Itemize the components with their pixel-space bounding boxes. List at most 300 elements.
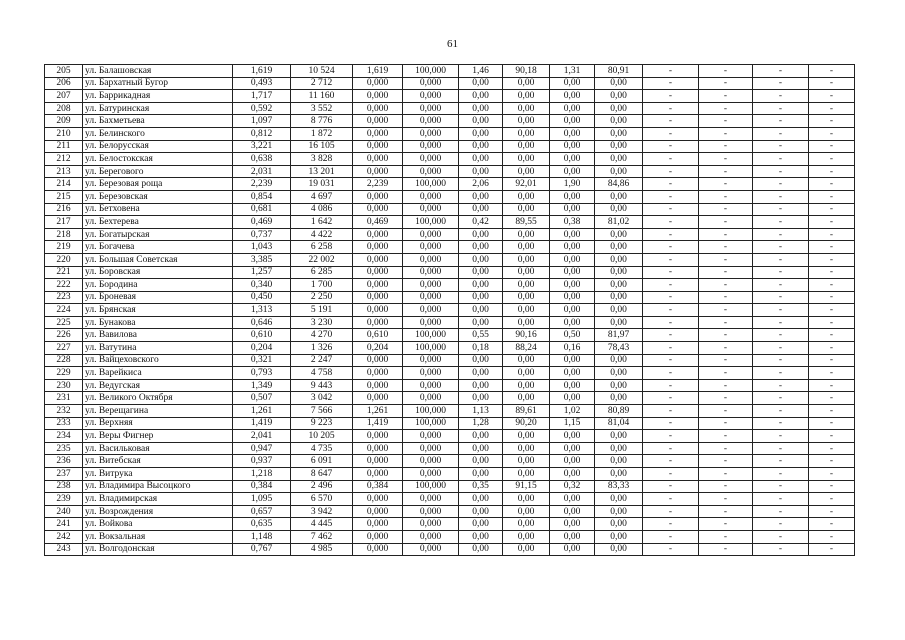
cell-dash-10: -	[699, 115, 753, 128]
cell-dash-11: -	[753, 417, 809, 430]
cell-value-5: 0,00	[459, 455, 503, 468]
cell-dash-9: -	[643, 329, 699, 342]
cell-value-7: 0,00	[550, 90, 595, 103]
cell-row-number: 221	[45, 266, 83, 279]
cell-value-3: 0,000	[353, 203, 403, 216]
cell-value-5: 0,00	[459, 115, 503, 128]
cell-value-5: 0,00	[459, 266, 503, 279]
cell-percent-4: 0,000	[403, 316, 459, 329]
cell-percent-4: 0,000	[403, 518, 459, 531]
cell-dash-10: -	[699, 65, 753, 78]
cell-length: 2,031	[233, 165, 291, 178]
cell-dash-10: -	[699, 279, 753, 292]
cell-percent-6: 0,00	[503, 153, 550, 166]
cell-dash-9: -	[643, 127, 699, 140]
cell-value-3: 0,000	[353, 77, 403, 90]
cell-value-5: 0,00	[459, 304, 503, 317]
cell-percent-8: 0,00	[595, 468, 643, 481]
cell-percent-4: 100,000	[403, 216, 459, 229]
cell-percent-8: 0,00	[595, 392, 643, 405]
cell-value-3: 0,000	[353, 430, 403, 443]
cell-dash-9: -	[643, 178, 699, 191]
cell-row-number: 232	[45, 405, 83, 418]
cell-value-2: 2 496	[291, 480, 353, 493]
table-body	[45, 65, 855, 556]
cell-dash-11: -	[753, 316, 809, 329]
cell-value-3: 0,000	[353, 530, 403, 543]
cell-row-number: 214	[45, 178, 83, 191]
cell-street-name: ул. Верещагина	[83, 405, 233, 418]
cell-percent-6: 0,00	[503, 468, 550, 481]
cell-percent-8: 0,00	[595, 505, 643, 518]
cell-dash-10: -	[699, 203, 753, 216]
cell-street-name: ул. Владимира Высоцкого	[83, 480, 233, 493]
cell-percent-8: 0,00	[595, 190, 643, 203]
cell-value-5: 0,00	[459, 253, 503, 266]
cell-dash-9: -	[643, 279, 699, 292]
cell-dash-9: -	[643, 90, 699, 103]
cell-value-5: 0,00	[459, 354, 503, 367]
cell-length: 0,469	[233, 216, 291, 229]
cell-percent-8: 0,00	[595, 543, 643, 556]
cell-dash-9: -	[643, 342, 699, 355]
cell-dash-12: -	[809, 165, 855, 178]
cell-value-2: 1 326	[291, 342, 353, 355]
cell-dash-12: -	[809, 518, 855, 531]
cell-street-name: ул. Вокзальная	[83, 530, 233, 543]
cell-row-number: 229	[45, 367, 83, 380]
cell-dash-12: -	[809, 153, 855, 166]
table-row	[45, 392, 855, 405]
cell-row-number: 240	[45, 505, 83, 518]
cell-dash-12: -	[809, 379, 855, 392]
cell-percent-4: 0,000	[403, 102, 459, 115]
cell-value-3: 0,000	[353, 165, 403, 178]
cell-value-2: 8 647	[291, 468, 353, 481]
cell-dash-11: -	[753, 115, 809, 128]
cell-dash-11: -	[753, 367, 809, 380]
cell-length: 1,419	[233, 417, 291, 430]
cell-percent-8: 0,00	[595, 430, 643, 443]
cell-dash-12: -	[809, 203, 855, 216]
cell-dash-11: -	[753, 329, 809, 342]
cell-dash-10: -	[699, 367, 753, 380]
cell-percent-8: 0,00	[595, 304, 643, 317]
cell-street-name: ул. Богатырская	[83, 228, 233, 241]
cell-percent-8: 83,33	[595, 480, 643, 493]
cell-street-name: ул. Веры Фигнер	[83, 430, 233, 443]
cell-row-number: 212	[45, 153, 83, 166]
table-row	[45, 505, 855, 518]
cell-row-number: 216	[45, 203, 83, 216]
cell-value-2: 6 258	[291, 241, 353, 254]
cell-street-name: ул. Богачева	[83, 241, 233, 254]
table-row	[45, 153, 855, 166]
cell-dash-10: -	[699, 354, 753, 367]
cell-dash-9: -	[643, 530, 699, 543]
cell-row-number: 213	[45, 165, 83, 178]
cell-percent-8: 81,04	[595, 417, 643, 430]
cell-value-7: 0,00	[550, 102, 595, 115]
cell-percent-8: 0,00	[595, 266, 643, 279]
cell-row-number: 242	[45, 530, 83, 543]
cell-percent-4: 0,000	[403, 493, 459, 506]
cell-street-name: ул. Войкова	[83, 518, 233, 531]
cell-dash-10: -	[699, 316, 753, 329]
table-row	[45, 253, 855, 266]
cell-row-number: 241	[45, 518, 83, 531]
table-row	[45, 203, 855, 216]
cell-dash-9: -	[643, 354, 699, 367]
cell-value-2: 6 091	[291, 455, 353, 468]
cell-value-7: 0,00	[550, 127, 595, 140]
cell-dash-12: -	[809, 77, 855, 90]
cell-dash-12: -	[809, 354, 855, 367]
cell-value-3: 0,000	[353, 115, 403, 128]
cell-value-7: 0,00	[550, 455, 595, 468]
cell-percent-8: 0,00	[595, 316, 643, 329]
cell-length: 1,095	[233, 493, 291, 506]
cell-value-7: 0,00	[550, 442, 595, 455]
cell-dash-11: -	[753, 228, 809, 241]
cell-percent-4: 0,000	[403, 354, 459, 367]
cell-dash-11: -	[753, 530, 809, 543]
cell-length: 1,218	[233, 468, 291, 481]
cell-value-5: 0,00	[459, 543, 503, 556]
cell-value-7: 0,00	[550, 392, 595, 405]
cell-percent-4: 0,000	[403, 392, 459, 405]
cell-percent-8: 0,00	[595, 203, 643, 216]
cell-value-5: 0,00	[459, 165, 503, 178]
cell-dash-9: -	[643, 367, 699, 380]
cell-percent-4: 0,000	[403, 241, 459, 254]
cell-row-number: 225	[45, 316, 83, 329]
cell-value-5: 0,00	[459, 90, 503, 103]
cell-percent-4: 0,000	[403, 266, 459, 279]
cell-value-7: 0,00	[550, 518, 595, 531]
cell-percent-8: 0,00	[595, 493, 643, 506]
cell-percent-4: 100,000	[403, 329, 459, 342]
cell-dash-11: -	[753, 65, 809, 78]
cell-dash-9: -	[643, 518, 699, 531]
cell-dash-12: -	[809, 455, 855, 468]
cell-dash-9: -	[643, 379, 699, 392]
cell-value-2: 1 700	[291, 279, 353, 292]
cell-value-3: 0,000	[353, 442, 403, 455]
cell-value-5: 0,00	[459, 430, 503, 443]
cell-row-number: 233	[45, 417, 83, 430]
cell-value-5: 0,00	[459, 190, 503, 203]
cell-street-name: ул. Бунакова	[83, 316, 233, 329]
cell-row-number: 215	[45, 190, 83, 203]
cell-dash-12: -	[809, 493, 855, 506]
cell-value-5: 0,00	[459, 291, 503, 304]
cell-percent-6: 90,16	[503, 329, 550, 342]
cell-value-2: 10 524	[291, 65, 353, 78]
cell-length: 0,592	[233, 102, 291, 115]
cell-percent-8: 0,00	[595, 153, 643, 166]
cell-dash-12: -	[809, 291, 855, 304]
cell-street-name: ул. Белорусская	[83, 140, 233, 153]
cell-percent-6: 0,00	[503, 505, 550, 518]
cell-percent-4: 100,000	[403, 65, 459, 78]
cell-percent-8: 0,00	[595, 518, 643, 531]
cell-percent-6: 89,61	[503, 405, 550, 418]
cell-value-5: 0,00	[459, 127, 503, 140]
cell-dash-11: -	[753, 291, 809, 304]
cell-percent-8: 0,00	[595, 279, 643, 292]
cell-street-name: ул. Березовская	[83, 190, 233, 203]
cell-dash-12: -	[809, 304, 855, 317]
cell-length: 3,385	[233, 253, 291, 266]
cell-percent-4: 100,000	[403, 405, 459, 418]
cell-value-3: 0,000	[353, 505, 403, 518]
cell-value-2: 3 942	[291, 505, 353, 518]
cell-dash-11: -	[753, 165, 809, 178]
cell-dash-9: -	[643, 65, 699, 78]
cell-percent-6: 0,00	[503, 493, 550, 506]
cell-value-3: 0,000	[353, 543, 403, 556]
cell-value-5: 0,00	[459, 203, 503, 216]
table-row	[45, 367, 855, 380]
cell-street-name: ул. Броневая	[83, 291, 233, 304]
table-row	[45, 342, 855, 355]
table-row	[45, 115, 855, 128]
cell-value-2: 13 201	[291, 165, 353, 178]
cell-row-number: 208	[45, 102, 83, 115]
cell-percent-4: 0,000	[403, 367, 459, 380]
cell-street-name: ул. Вавилова	[83, 329, 233, 342]
cell-value-5: 0,00	[459, 379, 503, 392]
cell-row-number: 211	[45, 140, 83, 153]
cell-value-7: 0,00	[550, 228, 595, 241]
cell-value-2: 4 735	[291, 442, 353, 455]
cell-value-5: 1,28	[459, 417, 503, 430]
cell-percent-6: 0,00	[503, 518, 550, 531]
cell-row-number: 209	[45, 115, 83, 128]
cell-percent-6: 0,00	[503, 102, 550, 115]
cell-value-5: 0,42	[459, 216, 503, 229]
cell-dash-11: -	[753, 304, 809, 317]
cell-value-5: 0,00	[459, 392, 503, 405]
cell-value-3: 0,000	[353, 367, 403, 380]
cell-value-5: 0,00	[459, 442, 503, 455]
cell-length: 2,041	[233, 430, 291, 443]
cell-percent-8: 0,00	[595, 530, 643, 543]
cell-dash-11: -	[753, 493, 809, 506]
cell-length: 0,507	[233, 392, 291, 405]
cell-percent-6: 0,00	[503, 190, 550, 203]
cell-dash-10: -	[699, 392, 753, 405]
cell-street-name: ул. Варейкиса	[83, 367, 233, 380]
cell-value-2: 9 223	[291, 417, 353, 430]
cell-dash-9: -	[643, 203, 699, 216]
cell-value-3: 0,000	[353, 253, 403, 266]
cell-value-2: 3 828	[291, 153, 353, 166]
cell-dash-12: -	[809, 530, 855, 543]
cell-value-2: 4 758	[291, 367, 353, 380]
cell-length: 0,812	[233, 127, 291, 140]
cell-percent-4: 0,000	[403, 304, 459, 317]
cell-dash-9: -	[643, 140, 699, 153]
cell-dash-12: -	[809, 190, 855, 203]
cell-value-2: 3 042	[291, 392, 353, 405]
cell-dash-10: -	[699, 228, 753, 241]
cell-dash-9: -	[643, 102, 699, 115]
cell-dash-9: -	[643, 216, 699, 229]
cell-percent-8: 0,00	[595, 127, 643, 140]
cell-value-2: 2 712	[291, 77, 353, 90]
cell-value-7: 0,00	[550, 530, 595, 543]
cell-row-number: 220	[45, 253, 83, 266]
cell-value-3: 0,000	[353, 379, 403, 392]
cell-percent-4: 0,000	[403, 253, 459, 266]
cell-value-3: 0,000	[353, 241, 403, 254]
cell-street-name: ул. Бархатный Бугор	[83, 77, 233, 90]
table-row	[45, 241, 855, 254]
cell-dash-9: -	[643, 266, 699, 279]
cell-percent-4: 100,000	[403, 178, 459, 191]
cell-dash-10: -	[699, 140, 753, 153]
cell-length: 3,221	[233, 140, 291, 153]
cell-street-name: ул. Большая Советская	[83, 253, 233, 266]
cell-length: 0,635	[233, 518, 291, 531]
cell-dash-12: -	[809, 228, 855, 241]
cell-street-name: ул. Бородина	[83, 279, 233, 292]
table-row	[45, 279, 855, 292]
cell-dash-10: -	[699, 379, 753, 392]
cell-dash-11: -	[753, 480, 809, 493]
cell-value-2: 7 462	[291, 530, 353, 543]
cell-percent-8: 0,00	[595, 90, 643, 103]
cell-dash-10: -	[699, 455, 753, 468]
cell-value-7: 0,00	[550, 165, 595, 178]
cell-value-5: 2,06	[459, 178, 503, 191]
cell-row-number: 210	[45, 127, 83, 140]
cell-value-5: 0,35	[459, 480, 503, 493]
cell-percent-4: 0,000	[403, 228, 459, 241]
cell-dash-10: -	[699, 304, 753, 317]
table-row	[45, 65, 855, 78]
cell-length: 1,148	[233, 530, 291, 543]
cell-dash-10: -	[699, 493, 753, 506]
cell-value-3: 0,000	[353, 266, 403, 279]
cell-dash-12: -	[809, 65, 855, 78]
cell-value-2: 4 086	[291, 203, 353, 216]
cell-percent-6: 0,00	[503, 543, 550, 556]
cell-dash-10: -	[699, 342, 753, 355]
cell-dash-12: -	[809, 90, 855, 103]
cell-value-5: 0,00	[459, 367, 503, 380]
cell-percent-8: 81,97	[595, 329, 643, 342]
cell-dash-12: -	[809, 442, 855, 455]
cell-value-7: 0,00	[550, 253, 595, 266]
cell-dash-9: -	[643, 493, 699, 506]
cell-dash-9: -	[643, 77, 699, 90]
cell-value-5: 0,00	[459, 505, 503, 518]
cell-percent-6: 90,20	[503, 417, 550, 430]
table-row	[45, 442, 855, 455]
cell-dash-10: -	[699, 442, 753, 455]
cell-value-2: 4 445	[291, 518, 353, 531]
cell-value-5: 0,55	[459, 329, 503, 342]
cell-street-name: ул. Балашовская	[83, 65, 233, 78]
cell-percent-8: 0,00	[595, 102, 643, 115]
cell-dash-10: -	[699, 102, 753, 115]
cell-dash-11: -	[753, 442, 809, 455]
cell-value-7: 0,00	[550, 279, 595, 292]
page-number: 61	[447, 38, 458, 50]
cell-length: 0,737	[233, 228, 291, 241]
cell-dash-11: -	[753, 241, 809, 254]
cell-dash-11: -	[753, 102, 809, 115]
cell-value-2: 10 205	[291, 430, 353, 443]
cell-dash-10: -	[699, 90, 753, 103]
table-row	[45, 493, 855, 506]
cell-value-2: 2 250	[291, 291, 353, 304]
cell-percent-8: 0,00	[595, 241, 643, 254]
cell-value-3: 0,000	[353, 354, 403, 367]
cell-value-2: 7 566	[291, 405, 353, 418]
cell-dash-11: -	[753, 216, 809, 229]
cell-dash-9: -	[643, 165, 699, 178]
cell-street-name: ул. Великого Октября	[83, 392, 233, 405]
cell-street-name: ул. Брянская	[83, 304, 233, 317]
cell-dash-9: -	[643, 304, 699, 317]
cell-street-name: ул. Березовая роща	[83, 178, 233, 191]
cell-percent-6: 90,18	[503, 65, 550, 78]
cell-dash-11: -	[753, 140, 809, 153]
cell-percent-6: 0,00	[503, 367, 550, 380]
table-row	[45, 354, 855, 367]
cell-dash-10: -	[699, 417, 753, 430]
cell-dash-11: -	[753, 77, 809, 90]
cell-value-7: 0,00	[550, 505, 595, 518]
cell-percent-6: 0,00	[503, 291, 550, 304]
cell-length: 0,793	[233, 367, 291, 380]
cell-percent-4: 0,000	[403, 543, 459, 556]
cell-value-5: 0,00	[459, 468, 503, 481]
cell-value-5: 0,00	[459, 279, 503, 292]
cell-dash-10: -	[699, 190, 753, 203]
cell-dash-10: -	[699, 165, 753, 178]
cell-value-7: 0,50	[550, 329, 595, 342]
table-row	[45, 216, 855, 229]
cell-value-3: 0,000	[353, 455, 403, 468]
cell-value-7: 0,00	[550, 241, 595, 254]
cell-value-2: 22 002	[291, 253, 353, 266]
cell-row-number: 237	[45, 468, 83, 481]
cell-percent-6: 89,55	[503, 216, 550, 229]
cell-value-2: 3 552	[291, 102, 353, 115]
cell-value-5: 0,00	[459, 153, 503, 166]
cell-row-number: 226	[45, 329, 83, 342]
cell-dash-9: -	[643, 115, 699, 128]
cell-row-number: 223	[45, 291, 83, 304]
cell-percent-8: 0,00	[595, 354, 643, 367]
cell-value-7: 0,00	[550, 140, 595, 153]
cell-percent-4: 0,000	[403, 115, 459, 128]
cell-value-7: 0,00	[550, 203, 595, 216]
cell-value-7: 0,00	[550, 316, 595, 329]
cell-percent-4: 100,000	[403, 480, 459, 493]
cell-value-7: 1,02	[550, 405, 595, 418]
cell-dash-9: -	[643, 392, 699, 405]
cell-length: 0,384	[233, 480, 291, 493]
table-row	[45, 468, 855, 481]
cell-dash-12: -	[809, 505, 855, 518]
cell-value-2: 19 031	[291, 178, 353, 191]
